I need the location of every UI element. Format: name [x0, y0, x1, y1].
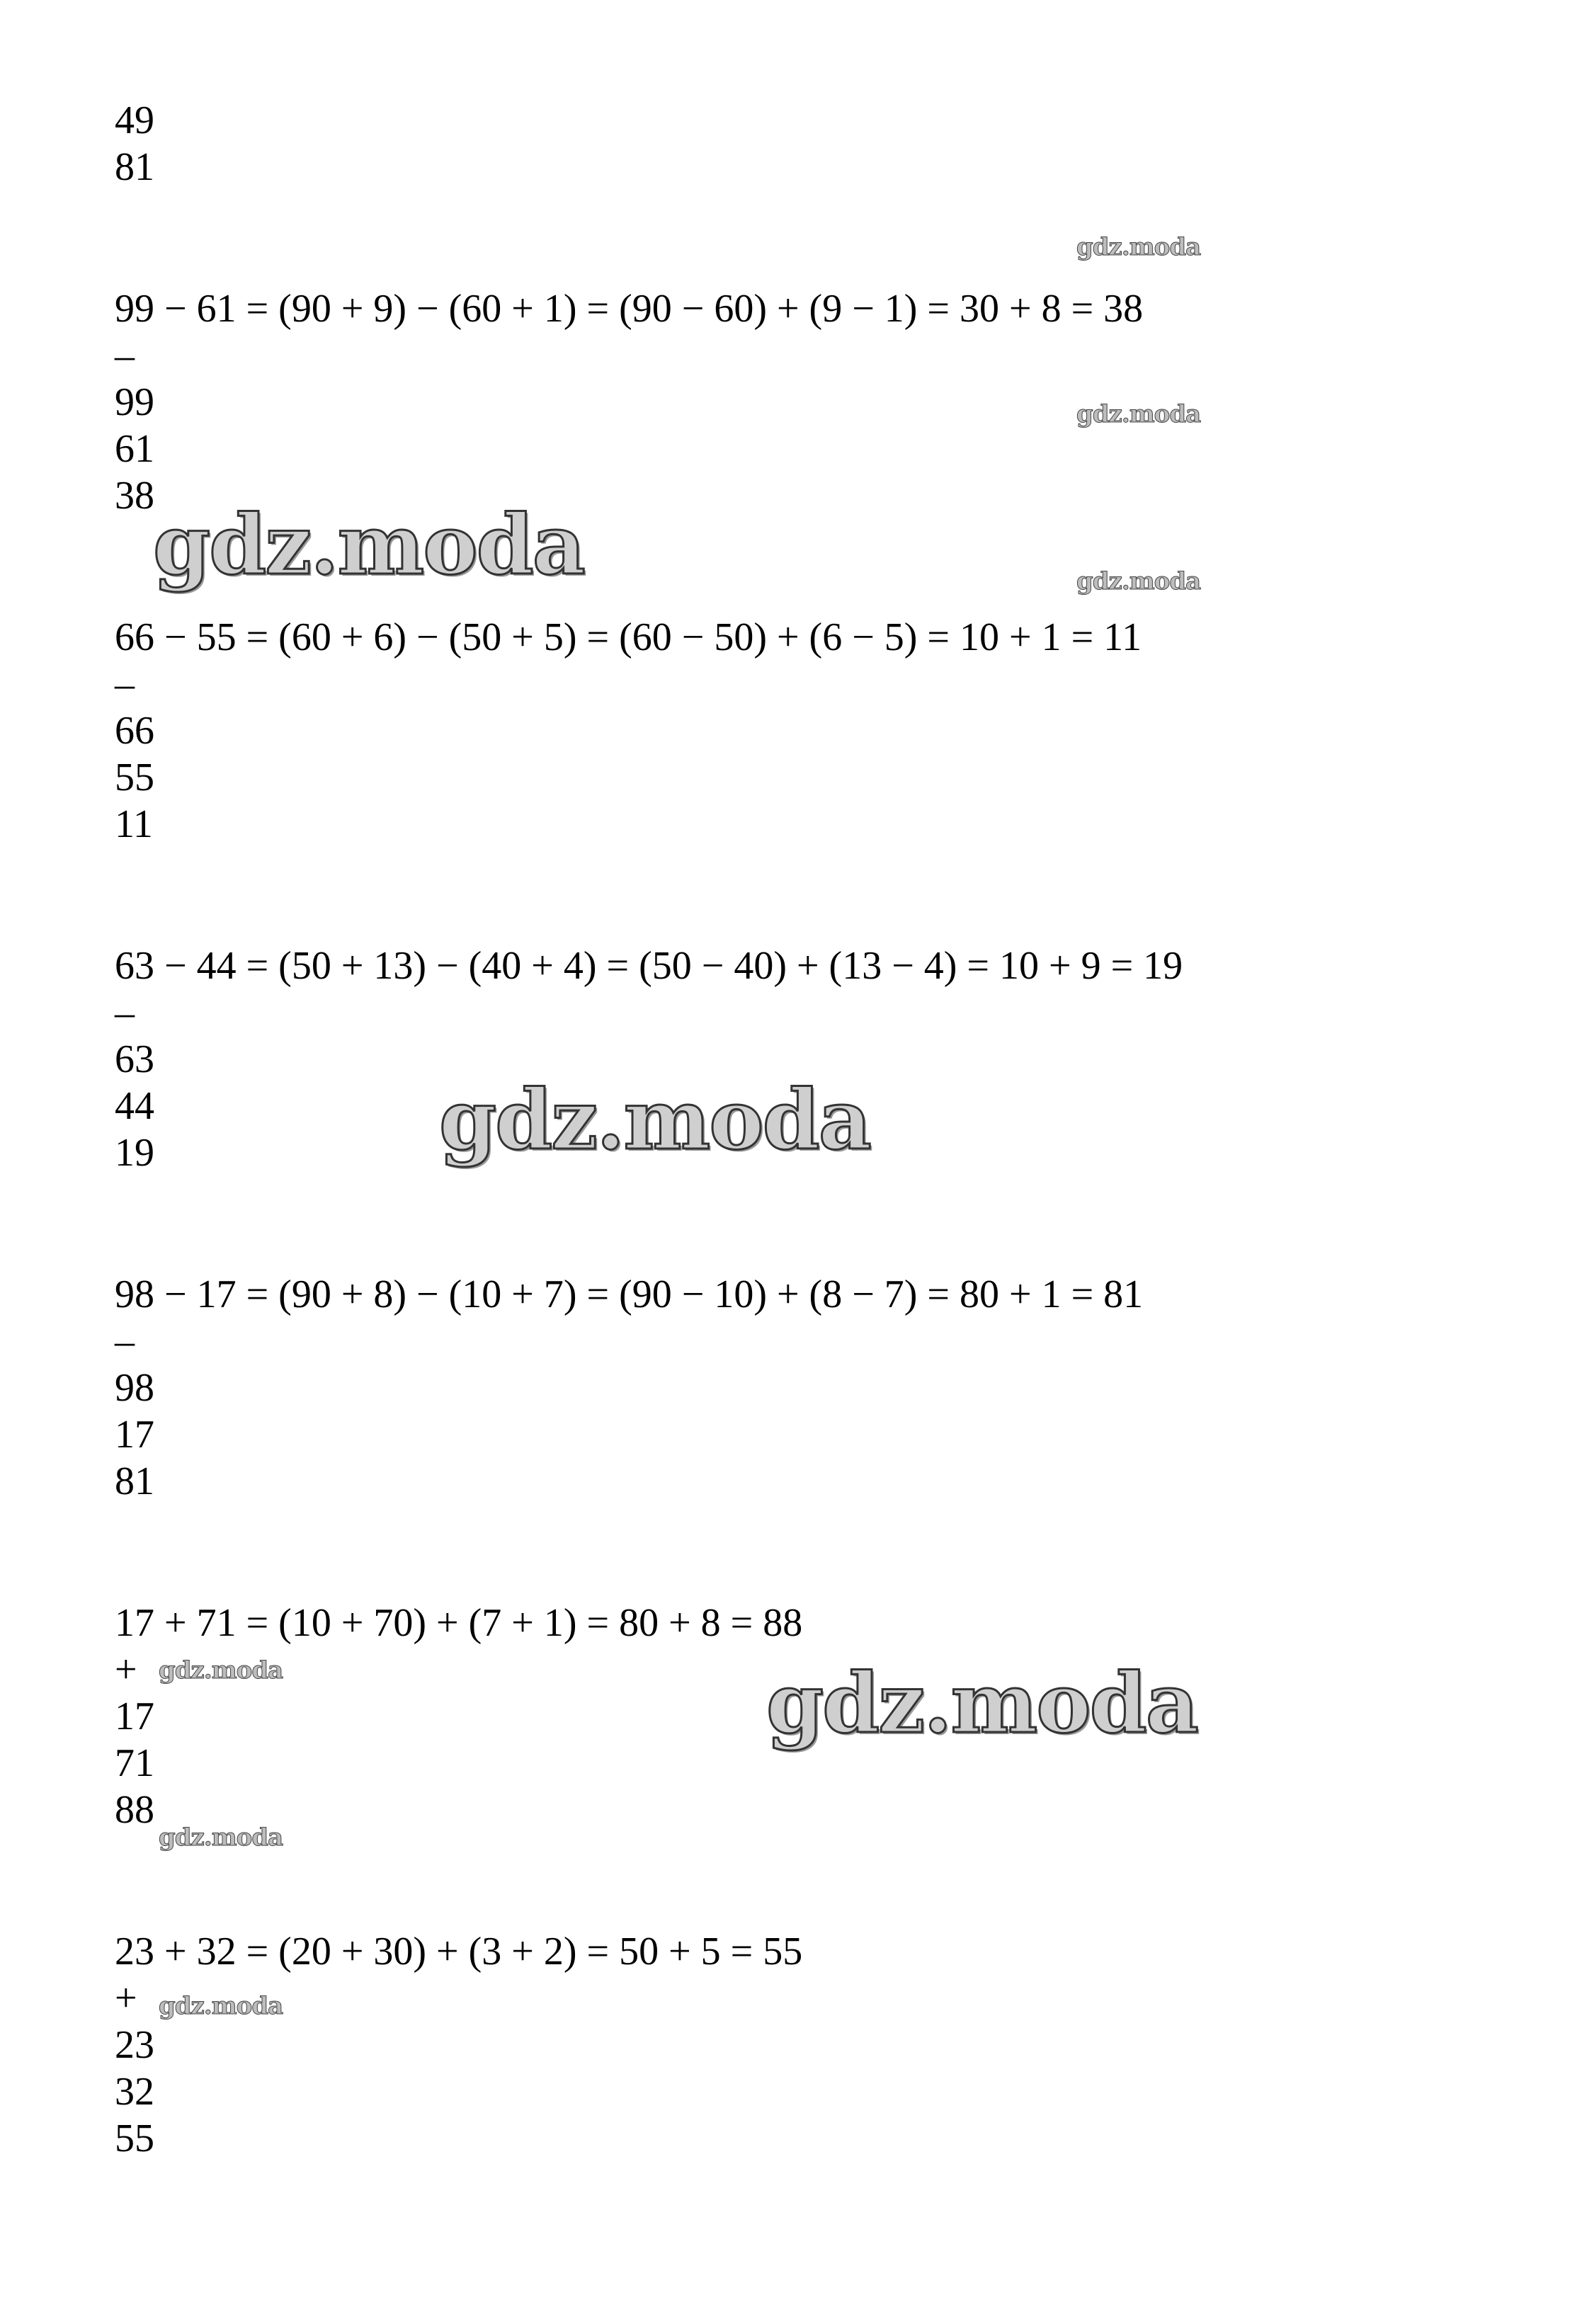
column-operand: 71 [115, 1741, 154, 1785]
operator-sign: – [115, 662, 135, 706]
operator-sign: – [115, 334, 135, 377]
column-operand: 61 [115, 427, 154, 471]
column-result: 81 [115, 1459, 154, 1503]
equation: 63 − 44 = (50 + 13) − (40 + 4) = (50 − 40) + (13 − 4) = 10 + 9 = 19 [115, 944, 1183, 988]
text-line: 49 [115, 98, 154, 142]
equation: 17 + 71 = (10 + 70) + (7 + 1) = 80 + 8 = 88 [115, 1601, 803, 1645]
column-operand: 17 [115, 1694, 154, 1738]
equation: 66 − 55 = (60 + 6) − (50 + 5) = (60 − 50) + (6 − 5) = 10 + 1 = 11 [115, 615, 1142, 659]
operator-sign: – [115, 1319, 135, 1363]
column-operand: 99 [115, 380, 154, 424]
text-line: 81 [115, 145, 154, 189]
column-operand: 63 [115, 1037, 154, 1081]
column-operand: 32 [115, 2070, 154, 2114]
column-operand: 66 [115, 709, 154, 753]
equation: 99 − 61 = (90 + 9) − (60 + 1) = (90 − 60) + (9 − 1) = 30 + 8 = 38 [115, 287, 1144, 331]
column-operand: 44 [115, 1084, 154, 1128]
watermark: gdz.moda [159, 1823, 283, 1852]
column-result: 11 [115, 802, 153, 846]
watermark: gdz.moda [159, 1656, 283, 1685]
column-operand: 55 [115, 756, 154, 799]
equation: 98 − 17 = (90 + 8) − (10 + 7) = (90 − 10) + (8 − 7) = 80 + 1 = 81 [115, 1272, 1144, 1316]
column-operand: 98 [115, 1366, 154, 1410]
watermark: gdz.moda [1076, 233, 1201, 261]
watermark: gdz.moda [439, 1072, 870, 1168]
operator-sign: + [115, 1976, 137, 2020]
column-result: 38 [115, 474, 154, 518]
watermark: gdz.moda [153, 497, 584, 593]
operator-sign: – [115, 991, 135, 1035]
column-operand: 17 [115, 1413, 154, 1457]
column-result: 88 [115, 1788, 154, 1832]
watermark: gdz.moda [766, 1656, 1197, 1752]
equation: 23 + 32 = (20 + 30) + (3 + 2) = 50 + 5 = 55 [115, 1930, 803, 1973]
column-operand: 23 [115, 2023, 154, 2067]
column-result: 55 [115, 2117, 154, 2160]
operator-sign: + [115, 1648, 137, 1692]
watermark: gdz.moda [159, 1992, 283, 2020]
column-result: 19 [115, 1131, 154, 1175]
watermark: gdz.moda [1076, 400, 1201, 428]
watermark: gdz.moda [1076, 567, 1201, 596]
